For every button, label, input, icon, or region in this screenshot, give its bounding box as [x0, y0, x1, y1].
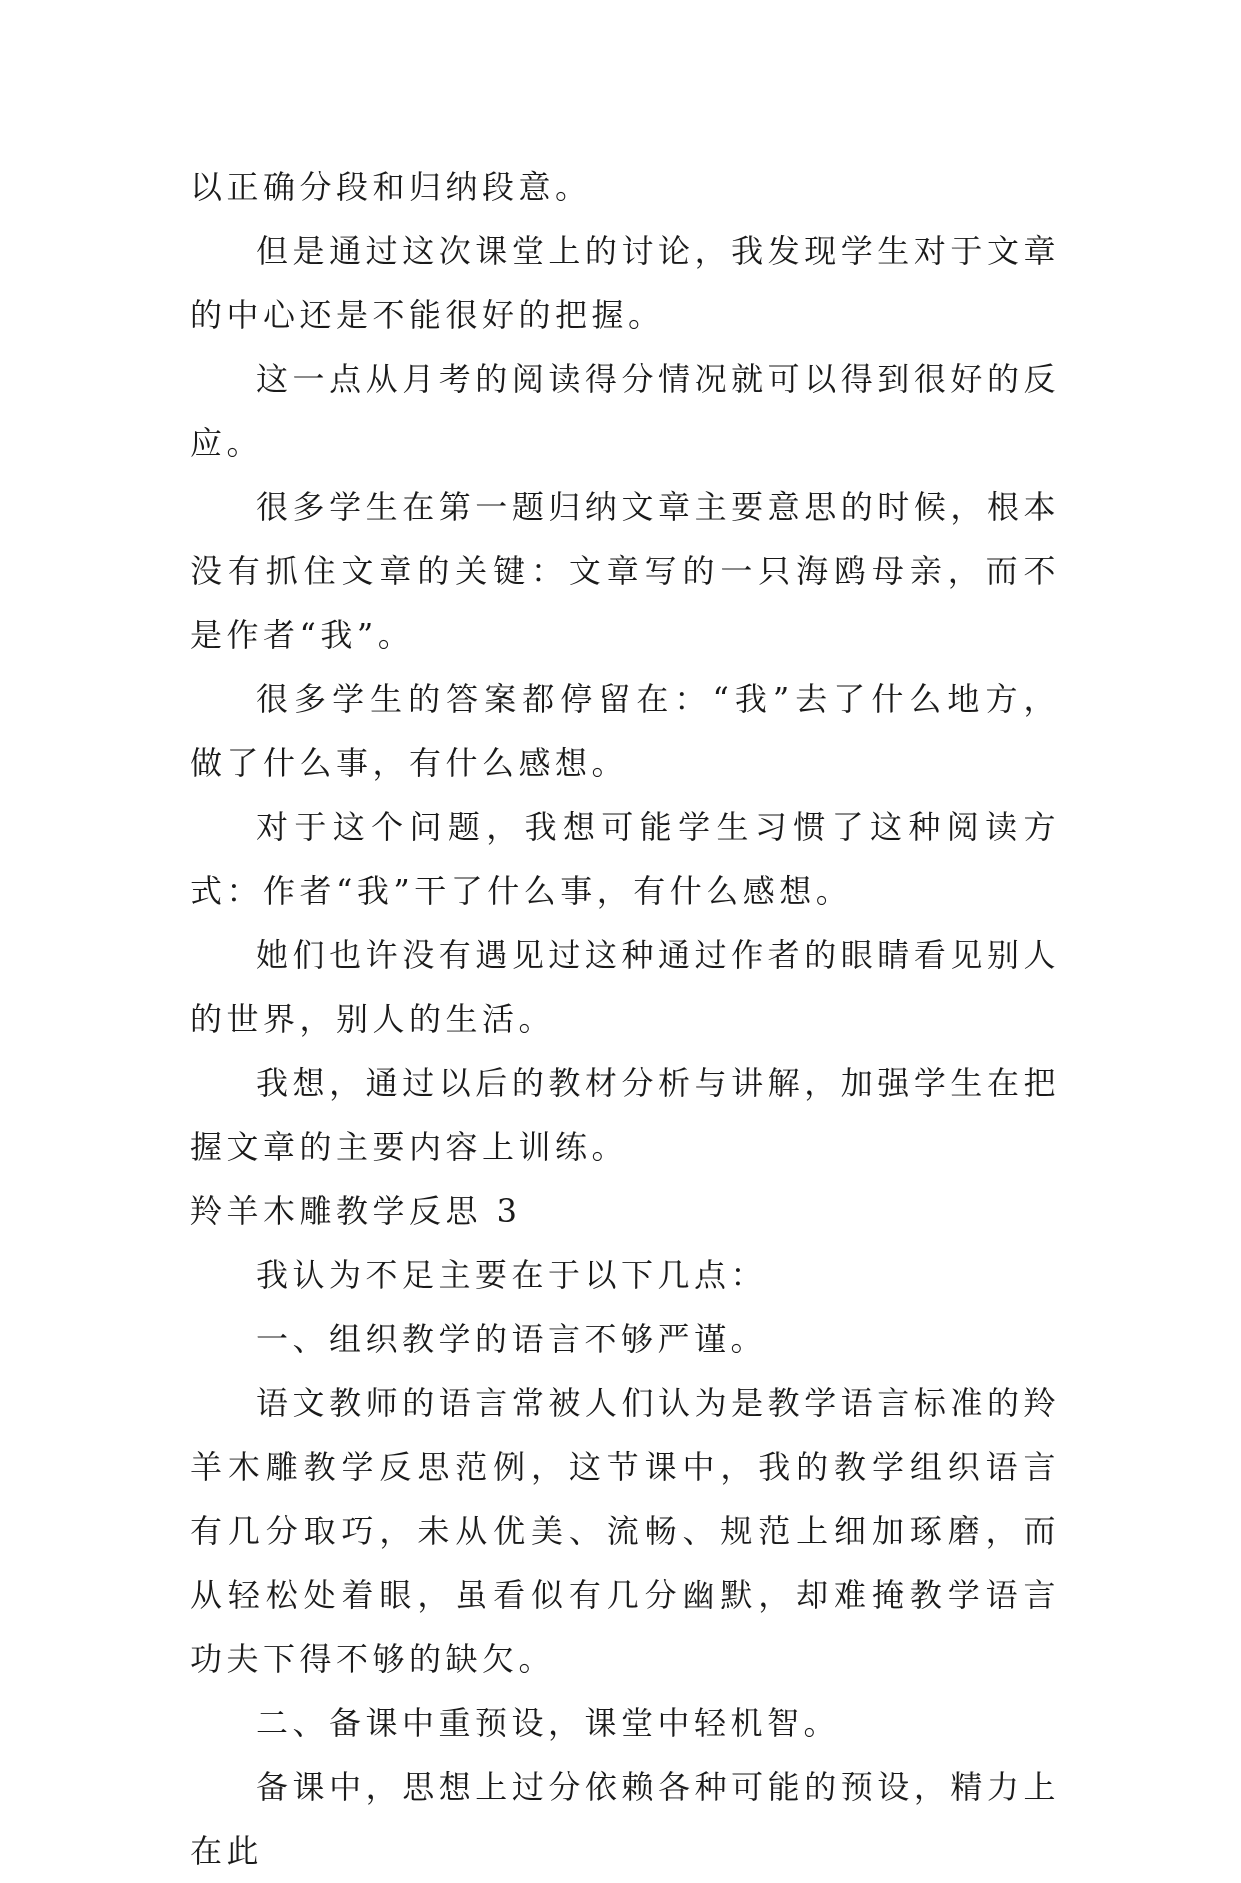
- paragraph-11: 语文教师的语言常被人们认为是教学语言标准的羚羊木雕教学反思范例，这节课中，我的教学组织语言有几分取巧，未从优美、流畅、规范上细加琢磨，而从轻松处着眼，虽看似有几分幽默，却难掩教学语言功夫下得不够的缺欠。: [190, 1384, 1060, 1678]
- paragraph-10: 一、组织教学的语言不够严谨。: [256, 1320, 768, 1358]
- paragraph-7: 她们也许没有遇见过这种通过作者的眼睛看见别人的世界，别人的生活。: [190, 936, 1060, 1038]
- paragraph-12: 二、备课中重预设，课堂中轻机智。: [256, 1704, 841, 1742]
- paragraph-9: 我认为不足主要在于以下几点：: [256, 1256, 768, 1294]
- paragraph-13: 备课中，思想上过分依赖各种可能的预设，精力上在此: [190, 1768, 1060, 1870]
- paragraph-3: 这一点从月考的阅读得分情况就可以得到很好的反应。: [190, 360, 1060, 462]
- paragraph-4: 很多学生在第一题归纳文章主要意思的时候，根本没有抓住文章的关键：文章写的一只海鸥母亲，而不是作者“我”。: [190, 488, 1060, 654]
- document-body: [190, 155, 1060, 1883]
- paragraph-5: 很多学生的答案都停留在：“我”去了什么地方，做了什么事，有什么感想。: [190, 680, 1060, 782]
- paragraph-6: 对于这个问题，我想可能学生习惯了这种阅读方式：作者“我”干了什么事，有什么感想。: [190, 808, 1060, 910]
- paragraph-2: 但是通过这次课堂上的讨论，我发现学生对于文章的中心还是不能很好的把握。: [190, 232, 1060, 334]
- section-heading: 羚羊木雕教学反思 3: [190, 1192, 522, 1230]
- paragraph-1: 以正确分段和归纳段意。: [190, 168, 592, 206]
- paragraph-8: 我想，通过以后的教材分析与讲解，加强学生在把握文章的主要内容上训练。: [190, 1064, 1060, 1166]
